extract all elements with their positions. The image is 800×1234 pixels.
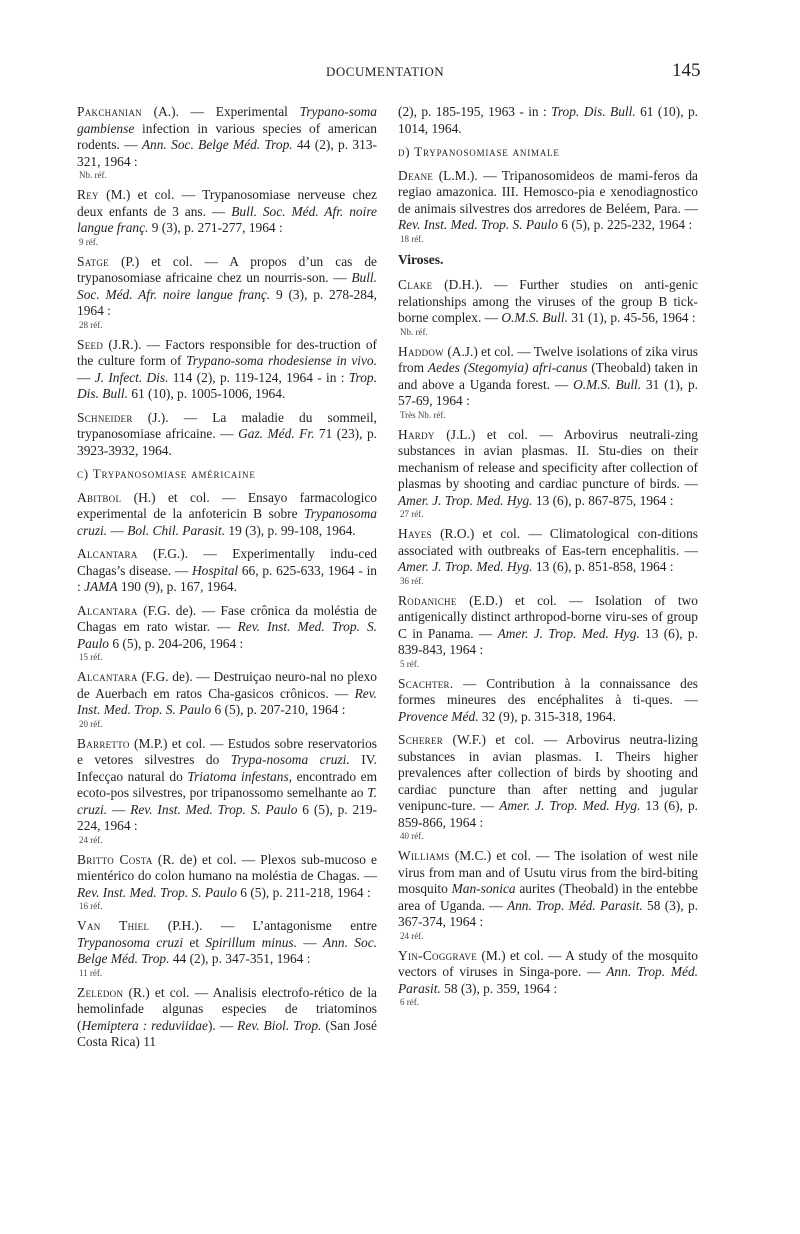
bibliography-entry: Seed (J.R.). — Factors responsible for des-truction of the culture form of Trypano-soma rhodesiense in vivo. — J. Infect. Dis. 114 (2), p. 119-124, 1964 - in : Trop. Dis. Bull. 61 (10), p. 1005-1006, 1964. xyxy=(77,336,377,401)
page-header xyxy=(0,62,800,86)
bibliography-entry: Van Thiel (P.H.). — L’antagonisme entre Trypanosoma cruzi et Spirillum minus. — Ann. Soc. Belge Méd. Trop. 44 (2), p. 347-351, 1964 : 11 réf. xyxy=(77,918,377,978)
section-heading: Viroses. xyxy=(398,251,444,267)
bibliography-entry: Alcantara (F.G. de). — Destruiçao neuro-nal no plexo de Auerbach em ratos Cha-gasicos crônicos. — Rev. Inst. Med. Trop. S. Paulo 6 (5), p. 207-210, 1964 : 20 réf. xyxy=(77,669,377,729)
bibliography-entry: Rey (M.) et col. — Trypanosomiase nerveuse chez deux enfants de 3 ans. — Bull. Soc. Méd. Afr. noire langue franç. 9 (3), p. 271-277, 1964 : 9 réf. xyxy=(77,187,377,247)
bibliography-entry: Scherer (W.F.) et col. — Arbovirus neutra-lizing substances in avian plasmas. I. Theirs higher prevalences after collection of birds by shooting and cardiac puncture than after netting and jugular venipunc-ture. — Amer. J. Trop. Med. Hyg. 13 (6), p. 859-866, 1964 : 40 réf. xyxy=(398,732,698,841)
reference-count: 16 réf. xyxy=(79,901,103,911)
bibliography-entry: Deane (L.M.). — Tripanosomideos de mami-feros da regiao amazonica. III. Hemosco-pia e xenodiagnostico de animais silvestres dos arredores de Beléem, Para. — Rev. Inst. Med. Trop. S. Paulo 6 (5), p. 225-232, 1964 : 18 réf. xyxy=(398,167,698,244)
author-name: Schneider xyxy=(77,409,133,425)
author-name: Abitbol xyxy=(77,489,122,505)
bibliography-entry: Scachter. — Contribution à la connaissance des formes mineures des encéphalites à ti-ques. — Provence Méd. 32 (9), p. 315-318, 1964. xyxy=(398,675,698,724)
section-heading: d) Trypanosomiase animale xyxy=(398,144,560,159)
bibliography-entry: Zeledon (R.) et col. — Analisis electrofo-rético de la hemolinfade algunas especies de triatominos (Hemiptera : reduviidae). — Rev. Biol. Trop. (San José Costa Rica) 11 xyxy=(77,984,377,1049)
bibliography-entry: Yin-Coggrave (M.) et col. — A study of the mosquito vectors of viruses in Singa-pore. — Ann. Trop. Méd. Parasit. 58 (3), p. 359, 1964 : 6 réf. xyxy=(398,947,698,1007)
reference-count: 9 réf. xyxy=(79,236,98,247)
reference-count: 6 réf. xyxy=(400,997,419,1007)
author-name: Williams xyxy=(398,848,450,863)
reference-count: 40 réf. xyxy=(400,831,424,841)
author-name: Alcantara xyxy=(77,546,138,561)
author-name: Zeledon xyxy=(77,984,124,1000)
page-number: 145 xyxy=(672,60,701,81)
author-name: Alcantara xyxy=(77,602,138,618)
author-name: Hayes xyxy=(398,526,432,541)
section-heading: c) Trypanosomiase américaine xyxy=(77,466,256,481)
author-name: Alcantara xyxy=(77,669,138,684)
bibliography-entry: Abitbol (H.) et col. — Ensayo farmacologico experimental de la anfotericin B sobre Trypanosoma cruzi. — Bol. Chil. Parasit. 19 (3), p. 99-108, 1964. xyxy=(77,489,377,538)
reference-count: Nb. réf. xyxy=(79,170,107,180)
author-name: Deane xyxy=(398,167,434,183)
bibliography-entry: (2), p. 185-195, 1963 - in : Trop. Dis. Bull. 61 (10), p. 1014, 1964. xyxy=(398,104,699,136)
author-name: Haddow xyxy=(398,343,444,359)
bibliography-entry: Alcantara (F.G.). — Experimentally indu-ced Chagas’s disease. — Hospital 66, p. 625-633, 1964 - in : JAMA 190 (9), p. 167, 1964. xyxy=(77,546,377,594)
reference-count: 27 réf. xyxy=(400,509,424,519)
author-name: Scherer xyxy=(398,732,444,747)
reference-count: Très Nb. réf. xyxy=(400,409,446,420)
bibliography-entry: Haddow (A.J.) et col. — Twelve isolations of zika virus from Aedes (Stegomyia) afri-canus (Theobald) taken in and above a Uganda forest. — O.M.S. Bull. 31 (1), p. 57-69, 1964 : Très Nb. réf. xyxy=(398,343,698,420)
running-title: DOCUMENTATION xyxy=(326,64,445,79)
reference-count: 15 réf. xyxy=(79,652,103,662)
bibliography-entry: Satge (P.) et col. — A propos d’un cas de trypanosomiase africaine chez un nourris-son. — Bull. Soc. Méd. Afr. noire langue franç. 9 (3), p. 278-284, 1964 : 28 réf. xyxy=(77,253,377,330)
author-name: Scachter xyxy=(398,675,450,691)
reference-count: 5 réf. xyxy=(400,658,419,669)
author-name: Clake xyxy=(398,277,433,292)
author-name: Barretto xyxy=(77,735,130,751)
author-name: Rodaniche xyxy=(398,592,457,608)
bibliography-entry: Barretto (M.P.) et col. — Estudos sobre reservatorios e vetores silvestres do Trypa-nosoma cruzi. IV. Infecçao natural do Triatoma infestans, encontrado em ecoto-pos silvestres, por tripanossomo semelhante ao T. cruzi. — Rev. Inst. Med. Trop. S. Paulo 6 (5), p. 219-224, 1964 : 24 réf. xyxy=(77,735,378,845)
author-name: Rey xyxy=(77,187,99,202)
reference-count: 24 réf. xyxy=(400,930,424,941)
author-name: Seed xyxy=(77,336,104,352)
bibliography-entry: Clake (D.H.). — Further studies on anti-genic relationships among the viruses of the group B tick-borne complex. — O.M.S. Bull. 31 (1), p. 45-56, 1964 : Nb. réf. xyxy=(398,277,698,337)
reference-count: 24 réf. xyxy=(79,834,103,845)
author-name: Yin-Coggrave xyxy=(398,947,477,963)
bibliography-entry: Williams (M.C.) et col. — The isolation of west nile virus from man and of Usutu virus from the bird-biting mosquito Man-sonica aurites (Theobald) in the entebbe area of Uganda. — Ann. Trop. Méd. Parasit. 58 (3), p. 367-374, 1964 : 24 réf. xyxy=(398,848,698,941)
reference-count: 11 réf. xyxy=(79,967,103,978)
bibliography-entry: Alcantara (F.G. de). — Fase crônica da moléstia de Chagas em rato wistar. — Rev. Inst. Med. Trop. S. Paulo 6 (5), p. 204-206, 1964 : 15 réf. xyxy=(77,602,378,662)
author-name: Hardy xyxy=(398,426,435,442)
left-column xyxy=(77,104,377,1058)
author-name: Van Thiel xyxy=(77,918,150,933)
author-name: Satge xyxy=(77,253,109,269)
reference-count: 36 réf. xyxy=(400,575,424,586)
reference-count: 18 réf. xyxy=(400,233,424,244)
author-name: Pakchanian xyxy=(77,104,142,119)
bibliography-entry: Schneider (J.). — La maladie du sommeil, trypanosomiase africaine. — Gaz. Méd. Fr. 71 (23), p. 3923-3932, 1964. xyxy=(77,409,378,458)
right-column xyxy=(398,104,698,1014)
bibliography-entry: Hayes (R.O.) et col. — Climatological con-ditions associated with outbreaks of Eas-tern encephalitis. — Amer. J. Trop. Med. Hyg. 13 (6), p. 851-858, 1964 : 36 réf. xyxy=(398,526,698,586)
bibliography-entry: Pakchanian (A.). — Experimental Trypano-soma gambiense infection in various species of american rodents. — Ann. Soc. Belge Méd. Trop. 44 (2), p. 313-321, 1964 : Nb. réf. xyxy=(77,104,377,180)
bibliography-entry: Britto Costa (R. de) et col. — Plexos sub-mucoso e mientérico do colon humano na moléstia de Chagas. — Rev. Inst. Med. Trop. S. Paulo 6 (5), p. 211-218, 1964 : 16 réf. xyxy=(77,851,377,911)
bibliography-entry: Rodaniche (E.D.) et col. — Isolation of two antigenically distinct arthropod-borne viru-ses of group C in Panama. — Amer. J. Trop. Med. Hyg. 13 (6), p. 839-843, 1964 : 5 réf. xyxy=(398,592,698,669)
reference-count: 20 réf. xyxy=(79,718,103,729)
reference-count: 28 réf. xyxy=(79,319,103,330)
reference-count: Nb. réf. xyxy=(400,326,428,337)
author-name: Britto Costa xyxy=(77,851,153,867)
bibliography-entry: Hardy (J.L.) et col. — Arbovirus neutrali-zing substances in avian plasmas. II. Stu-dies on their mechanism of release and specificity after collection of plasmas by shooting and cardiac puncture of birds. — Amer. J. Trop. Med. Hyg. 13 (6), p. 867-875, 1964 : 27 réf. xyxy=(398,426,698,519)
